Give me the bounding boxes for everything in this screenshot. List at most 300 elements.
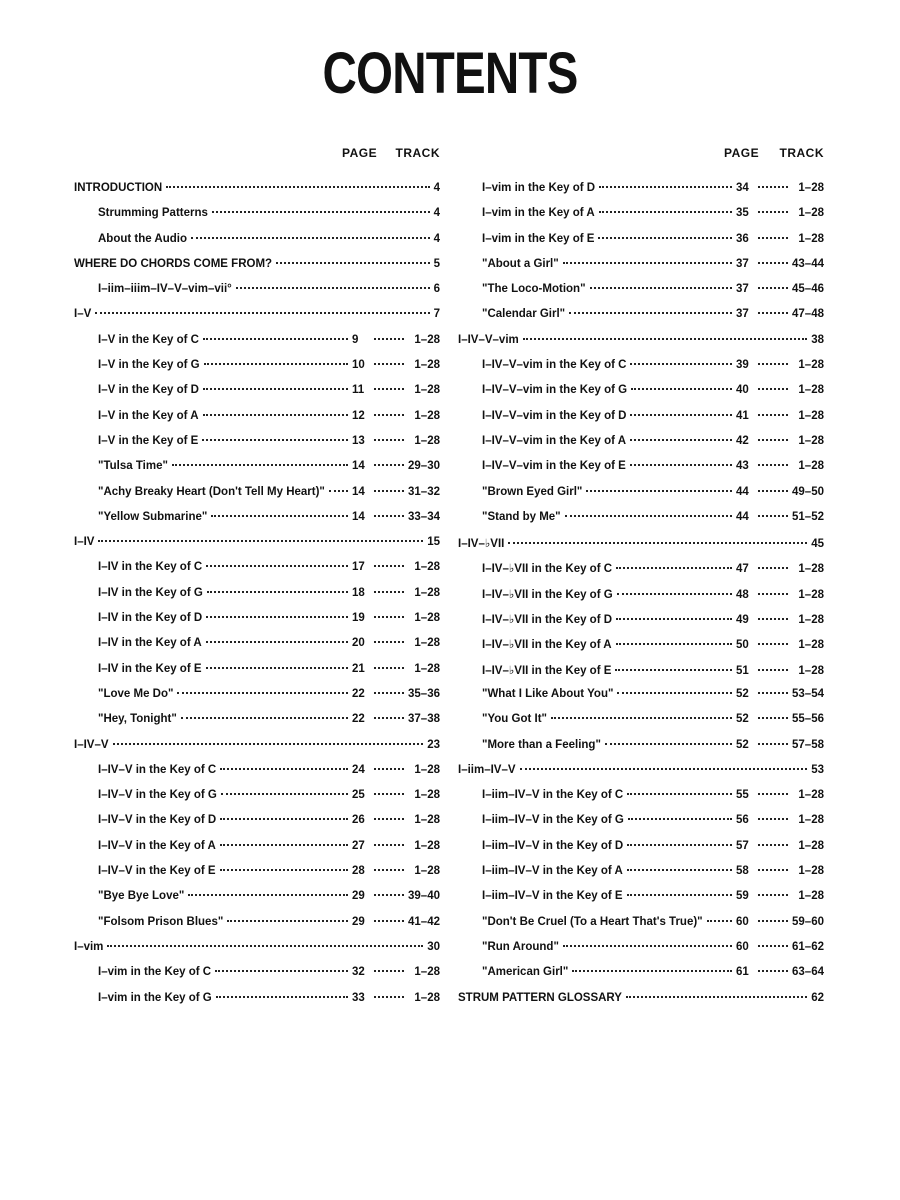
toc-entry[interactable] bbox=[458, 739, 824, 764]
toc-entry-track: 1–28 bbox=[798, 384, 824, 397]
toc-entry-page: 47 bbox=[736, 563, 749, 576]
toc-entry[interactable] bbox=[458, 207, 824, 232]
toc-entry-title: I–iim–IV–V in the Key of A bbox=[482, 865, 623, 878]
toc-entry-track: 1–28 bbox=[798, 588, 824, 601]
toc-entry-page: 20 bbox=[352, 637, 365, 650]
toc-entry[interactable] bbox=[458, 435, 824, 460]
column-header bbox=[74, 140, 440, 162]
toc-entry[interactable] bbox=[74, 814, 440, 839]
toc-entry-title: INTRODUCTION bbox=[74, 182, 163, 194]
toc-entry-track: 1–28 bbox=[798, 814, 824, 827]
dot-leader bbox=[374, 894, 404, 896]
toc-entry-track: 1–28 bbox=[798, 839, 824, 852]
toc-entry-page: 55 bbox=[736, 789, 749, 802]
dot-leader bbox=[758, 669, 788, 671]
toc-entry-title: "Stand by Me" bbox=[482, 510, 561, 523]
toc-entry-title: I–vim in the Key of D bbox=[482, 182, 596, 194]
dot-leader bbox=[98, 540, 423, 542]
toc-entry-track: 1–28 bbox=[798, 563, 824, 576]
toc-entry[interactable] bbox=[74, 511, 440, 536]
toc-entry[interactable] bbox=[74, 258, 440, 283]
toc-entry[interactable] bbox=[74, 890, 440, 915]
toc-entry-title: "Don't Be Cruel (To a Heart That's True)" bbox=[482, 915, 703, 928]
toc-entry-page: 32 bbox=[352, 966, 365, 979]
toc-entry[interactable] bbox=[458, 789, 824, 814]
dot-leader bbox=[236, 287, 430, 289]
dot-leader bbox=[586, 490, 732, 492]
dot-leader bbox=[758, 414, 788, 416]
toc-entry[interactable] bbox=[458, 511, 824, 536]
toc-entry-track: 37–38 bbox=[408, 713, 440, 726]
toc-entry-page: 4 bbox=[433, 207, 440, 220]
column-header bbox=[458, 140, 824, 162]
toc-entry-title: WHERE DO CHORDS COME FROM? bbox=[74, 257, 273, 270]
dot-leader bbox=[617, 593, 732, 595]
dot-leader bbox=[211, 515, 348, 517]
toc-entry-title: I–IV in the Key of D bbox=[98, 612, 203, 625]
toc-entry-page: 6 bbox=[433, 283, 440, 296]
dot-leader bbox=[758, 717, 788, 719]
toc-entry[interactable] bbox=[74, 561, 440, 586]
toc-entry[interactable] bbox=[458, 663, 824, 688]
toc-entry[interactable] bbox=[458, 460, 824, 485]
dot-leader bbox=[374, 515, 404, 517]
toc-entry-title: I–IV in the Key of A bbox=[98, 637, 202, 650]
toc-entry-track: 1–28 bbox=[414, 586, 440, 599]
toc-entry[interactable] bbox=[74, 663, 440, 688]
dot-leader bbox=[758, 945, 788, 947]
toc-entry-page: 48 bbox=[736, 588, 749, 601]
toc-entry[interactable] bbox=[74, 865, 440, 890]
toc-entry[interactable] bbox=[74, 359, 440, 384]
dot-leader bbox=[630, 439, 732, 441]
toc-entry-page: 43 bbox=[736, 460, 749, 473]
toc-entry[interactable] bbox=[458, 992, 824, 1017]
dot-leader bbox=[616, 567, 732, 569]
toc-entry-title: "Calendar Girl" bbox=[482, 308, 566, 321]
toc-entry[interactable] bbox=[458, 334, 824, 359]
toc-entry-page: 52 bbox=[736, 687, 749, 700]
dot-leader bbox=[758, 844, 788, 846]
toc-entry-page: 38 bbox=[811, 333, 824, 346]
dot-leader bbox=[206, 565, 348, 567]
dot-leader bbox=[191, 237, 430, 239]
toc-entry-title: "What I Like About You" bbox=[482, 687, 614, 700]
toc-entry-page: 22 bbox=[352, 687, 365, 700]
dot-leader bbox=[374, 818, 404, 820]
toc-entry-track: 1–28 bbox=[414, 359, 440, 372]
dot-leader bbox=[758, 237, 788, 239]
toc-entry[interactable] bbox=[74, 334, 440, 359]
toc-entry[interactable] bbox=[74, 435, 440, 460]
toc-entry-track: 47–48 bbox=[792, 308, 824, 321]
toc-entry[interactable] bbox=[74, 789, 440, 814]
toc-entry-page: 12 bbox=[352, 409, 365, 422]
toc-entry[interactable] bbox=[74, 764, 440, 789]
toc-entry-track: 1–28 bbox=[414, 434, 440, 447]
toc-entry-title: STRUM PATTERN GLOSSARY bbox=[458, 991, 622, 1004]
toc-entry[interactable] bbox=[74, 916, 440, 941]
dot-leader bbox=[374, 692, 404, 694]
toc-entry-track: 49–50 bbox=[792, 485, 824, 498]
toc-entry-title: I–IV–V in the Key of G bbox=[98, 789, 217, 802]
toc-entry[interactable] bbox=[74, 612, 440, 637]
toc-entry[interactable] bbox=[458, 384, 824, 409]
toc-entry[interactable] bbox=[74, 637, 440, 662]
toc-entry-title: I–IV–♭VII in the Key of G bbox=[482, 588, 613, 601]
toc-entry-page: 42 bbox=[736, 434, 749, 447]
dot-leader bbox=[276, 262, 430, 264]
toc-entry[interactable] bbox=[458, 359, 824, 384]
toc-entry-title: I–iim–IV–V in the Key of E bbox=[482, 890, 623, 903]
toc-entry[interactable] bbox=[74, 182, 440, 207]
dot-leader bbox=[628, 818, 732, 820]
toc-entry-page: 26 bbox=[352, 814, 365, 827]
toc-entry-title: I–IV in the Key of E bbox=[98, 662, 202, 675]
toc-entry[interactable] bbox=[458, 764, 824, 789]
toc-entry-title: I–V in the Key of C bbox=[98, 333, 199, 346]
dot-leader bbox=[590, 287, 732, 289]
toc-entry-title: I–IV–V–vim in the Key of A bbox=[482, 434, 627, 447]
toc-entry-track: 1–28 bbox=[798, 460, 824, 473]
toc-entry-track: 1–28 bbox=[414, 612, 440, 625]
toc-entry-track: 1–28 bbox=[414, 763, 440, 776]
toc-entry-track: 1–28 bbox=[414, 966, 440, 979]
dot-leader bbox=[206, 667, 348, 669]
toc-entry-track: 39–40 bbox=[408, 890, 440, 903]
toc-entry[interactable] bbox=[74, 384, 440, 409]
toc-entry-page: 40 bbox=[736, 384, 749, 397]
toc-entry-title: I–IV–♭VII bbox=[458, 538, 505, 551]
dot-leader bbox=[204, 363, 348, 365]
toc-entry[interactable] bbox=[458, 637, 824, 662]
dot-leader bbox=[374, 844, 404, 846]
toc-entry[interactable] bbox=[74, 283, 440, 308]
toc-entry[interactable] bbox=[74, 688, 440, 713]
dot-leader bbox=[569, 312, 732, 314]
dot-leader bbox=[95, 312, 429, 314]
toc-entry-page: 57 bbox=[736, 839, 749, 852]
dot-leader bbox=[758, 692, 788, 694]
dot-leader bbox=[707, 920, 732, 922]
toc-entry-track: 61–62 bbox=[792, 940, 824, 953]
toc-entry[interactable] bbox=[74, 308, 440, 333]
toc-entry-track: 1–28 bbox=[798, 639, 824, 652]
dot-leader bbox=[188, 894, 348, 896]
toc-entry-title: I–IV–♭VII in the Key of D bbox=[482, 614, 613, 627]
toc-entry-track: 1–28 bbox=[414, 789, 440, 802]
toc-entry-title: I–vim bbox=[74, 940, 104, 953]
toc-entry-page: 34 bbox=[736, 182, 749, 194]
dot-leader bbox=[202, 439, 348, 441]
toc-entry-track: 1–28 bbox=[798, 865, 824, 878]
dot-leader bbox=[220, 844, 348, 846]
toc-entry-track: 1–28 bbox=[798, 789, 824, 802]
dot-leader bbox=[203, 338, 348, 340]
toc-entry[interactable] bbox=[458, 182, 824, 207]
toc-entry-title: I–vim in the Key of A bbox=[482, 207, 595, 220]
toc-entry-page: 7 bbox=[433, 308, 440, 321]
toc-entry-track: 55–56 bbox=[792, 713, 824, 726]
toc-entry-page: 61 bbox=[736, 966, 749, 979]
toc-entry[interactable] bbox=[458, 410, 824, 435]
toc-entry-page: 62 bbox=[811, 991, 824, 1004]
toc-entry-track: 1–28 bbox=[414, 333, 440, 346]
toc-entry-page: 25 bbox=[352, 789, 365, 802]
toc-entry[interactable] bbox=[74, 739, 440, 764]
dot-leader bbox=[758, 818, 788, 820]
toc-entry-page: 14 bbox=[352, 510, 365, 523]
dot-leader bbox=[215, 970, 348, 972]
toc-entry[interactable] bbox=[458, 486, 824, 511]
dot-leader bbox=[599, 186, 732, 188]
toc-entry-page: 52 bbox=[736, 713, 749, 726]
dot-leader bbox=[758, 515, 788, 517]
toc-entry-page: 60 bbox=[736, 940, 749, 953]
toc-entry[interactable] bbox=[458, 865, 824, 890]
toc-entry[interactable] bbox=[458, 283, 824, 308]
toc-entry-page: 49 bbox=[736, 614, 749, 627]
dot-leader bbox=[523, 338, 807, 340]
toc-entry-title: I–IV–V in the Key of D bbox=[98, 814, 217, 827]
dot-leader bbox=[627, 894, 732, 896]
toc-entry-title: I–IV–♭VII in the Key of A bbox=[482, 639, 612, 652]
toc-entry-title: "You Got It" bbox=[482, 713, 547, 726]
toc-entry[interactable] bbox=[458, 688, 824, 713]
dot-leader bbox=[374, 717, 404, 719]
dot-leader bbox=[374, 490, 404, 492]
toc-entry-page: 22 bbox=[352, 713, 365, 726]
toc-entry-page: 29 bbox=[352, 915, 365, 928]
dot-leader bbox=[212, 211, 430, 213]
dot-leader bbox=[374, 388, 404, 390]
toc-entry-page: 18 bbox=[352, 586, 365, 599]
toc-entry[interactable] bbox=[458, 890, 824, 915]
dot-leader bbox=[758, 186, 788, 188]
toc-entry-track: 1–28 bbox=[798, 182, 824, 194]
toc-entry-track: 1–28 bbox=[414, 839, 440, 852]
dot-leader bbox=[758, 743, 788, 745]
dot-leader bbox=[374, 869, 404, 871]
toc-entry-track: 1–28 bbox=[414, 561, 440, 574]
toc-entry[interactable] bbox=[74, 207, 440, 232]
toc-entry-title: "About a Girl" bbox=[482, 257, 559, 270]
dot-leader bbox=[206, 641, 348, 643]
toc-entry-title: "Love Me Do" bbox=[98, 687, 174, 700]
dot-leader bbox=[758, 793, 788, 795]
dot-leader bbox=[220, 768, 348, 770]
dot-leader bbox=[615, 669, 732, 671]
dot-leader bbox=[374, 920, 404, 922]
dot-leader bbox=[758, 894, 788, 896]
toc-entry[interactable] bbox=[458, 612, 824, 637]
toc-entry-title: I–vim in the Key of G bbox=[98, 991, 212, 1004]
toc-entry-track: 1–28 bbox=[798, 232, 824, 245]
toc-entry[interactable] bbox=[458, 840, 824, 865]
dot-leader bbox=[374, 439, 404, 441]
toc-entry-page: 11 bbox=[352, 384, 365, 397]
toc-entry-track: 1–28 bbox=[414, 409, 440, 422]
toc-entry-page: 33 bbox=[352, 991, 365, 1004]
toc-entry-page: 50 bbox=[736, 639, 749, 652]
dot-leader bbox=[374, 793, 404, 795]
dot-leader bbox=[520, 768, 808, 770]
toc-entry-title: "Achy Breaky Heart (Don't Tell My Heart)" bbox=[98, 485, 325, 498]
toc-entry-track: 1–28 bbox=[414, 991, 440, 1004]
dot-leader bbox=[374, 464, 404, 466]
dot-leader bbox=[616, 618, 732, 620]
toc-entry-page: 10 bbox=[352, 359, 365, 372]
toc-entry-page: 15 bbox=[427, 536, 440, 549]
dot-leader bbox=[758, 970, 788, 972]
dot-leader bbox=[113, 743, 424, 745]
toc-entry-title: "Bye Bye Love" bbox=[98, 890, 185, 903]
dot-leader bbox=[374, 363, 404, 365]
toc-entry[interactable] bbox=[458, 308, 824, 333]
toc-entry-title: I–iim–IV–V in the Key of G bbox=[482, 814, 624, 827]
toc-entry[interactable] bbox=[74, 587, 440, 612]
dot-leader bbox=[227, 920, 348, 922]
toc-entry-title: "The Loco-Motion" bbox=[482, 283, 586, 296]
toc-entry-track: 63–64 bbox=[792, 966, 824, 979]
dot-leader bbox=[374, 565, 404, 567]
toc-entry[interactable] bbox=[458, 941, 824, 966]
dot-leader bbox=[177, 692, 348, 694]
toc-entry-page: 45 bbox=[811, 538, 824, 551]
toc-entry[interactable] bbox=[74, 966, 440, 991]
dot-leader bbox=[627, 869, 732, 871]
toc-entry[interactable] bbox=[458, 536, 824, 561]
toc-column-left bbox=[74, 140, 440, 1017]
toc-entry-track: 1–28 bbox=[798, 664, 824, 677]
toc-entry-page: 27 bbox=[352, 839, 365, 852]
toc-entry-title: I–V bbox=[74, 308, 92, 321]
toc-entry[interactable] bbox=[74, 486, 440, 511]
toc-entry-page: 41 bbox=[736, 409, 749, 422]
toc-entry[interactable] bbox=[74, 941, 440, 966]
toc-entry-track: 53–54 bbox=[792, 687, 824, 700]
toc-entry[interactable] bbox=[74, 233, 440, 258]
toc-entry-title: I–IV–V–vim in the Key of G bbox=[482, 384, 628, 397]
dot-leader bbox=[758, 211, 788, 213]
dot-leader bbox=[563, 945, 732, 947]
toc-entry-track: 43–44 bbox=[792, 257, 824, 270]
dot-leader bbox=[758, 388, 788, 390]
toc-entry-track: 45–46 bbox=[792, 283, 824, 296]
dot-leader bbox=[599, 211, 732, 213]
dot-leader bbox=[616, 643, 732, 645]
toc-entry-page: 30 bbox=[427, 940, 440, 953]
dot-leader bbox=[630, 363, 732, 365]
toc-entry[interactable] bbox=[458, 713, 824, 738]
dot-leader bbox=[617, 692, 732, 694]
dot-leader bbox=[631, 388, 732, 390]
page-header: PAGE bbox=[342, 146, 378, 160]
toc-entry-title: "Yellow Submarine" bbox=[98, 510, 208, 523]
page-header: PAGE bbox=[724, 146, 760, 160]
dot-leader bbox=[758, 643, 788, 645]
dot-leader bbox=[758, 618, 788, 620]
toc-entry-title: I–IV–V–vim bbox=[458, 333, 519, 346]
dot-leader bbox=[206, 616, 348, 618]
toc-entry[interactable] bbox=[458, 966, 824, 991]
dot-leader bbox=[374, 996, 404, 998]
toc-entry-title: "Brown Eyed Girl" bbox=[482, 485, 583, 498]
toc-entry-track: 57–58 bbox=[792, 738, 824, 751]
dot-leader bbox=[758, 363, 788, 365]
dot-leader bbox=[758, 567, 788, 569]
toc-entry[interactable] bbox=[458, 233, 824, 258]
toc-entry[interactable] bbox=[74, 840, 440, 865]
toc-entry[interactable] bbox=[74, 410, 440, 435]
dot-leader bbox=[181, 717, 348, 719]
toc-entry-track: 41–42 bbox=[408, 915, 440, 928]
toc-entry-title: I–IV–V in the Key of C bbox=[98, 763, 217, 776]
toc-entry-page: 9 bbox=[352, 333, 359, 346]
toc-entry-title: I–IV–V–vim in the Key of C bbox=[482, 359, 627, 372]
toc-entry[interactable] bbox=[74, 992, 440, 1017]
toc-entry[interactable] bbox=[458, 587, 824, 612]
toc-entry-track: 1–28 bbox=[798, 890, 824, 903]
dot-leader bbox=[758, 920, 788, 922]
toc-entry[interactable] bbox=[458, 258, 824, 283]
toc-entry-page: 19 bbox=[352, 612, 365, 625]
dot-leader bbox=[374, 768, 404, 770]
toc-entry-page: 39 bbox=[736, 359, 749, 372]
toc-entry-title: I–IV–V bbox=[74, 738, 109, 751]
toc-entry-track: 1–28 bbox=[414, 814, 440, 827]
toc-entry-page: 56 bbox=[736, 814, 749, 827]
toc-entry[interactable] bbox=[74, 536, 440, 561]
toc-entry[interactable] bbox=[74, 460, 440, 485]
toc-entry[interactable] bbox=[458, 814, 824, 839]
dot-leader bbox=[758, 287, 788, 289]
toc-entry-title: I–V in the Key of A bbox=[98, 409, 199, 422]
toc-entry-page: 14 bbox=[352, 485, 365, 498]
page-title: CONTENTS bbox=[322, 41, 578, 106]
dot-leader bbox=[758, 464, 788, 466]
toc-entry-title: I–iim–IV–V bbox=[458, 763, 516, 776]
toc-entry-page: 4 bbox=[433, 182, 440, 194]
dot-leader bbox=[563, 262, 732, 264]
toc-entry-title: I–IV–V in the Key of A bbox=[98, 839, 216, 852]
toc-entry-title: I–IV in the Key of G bbox=[98, 586, 203, 599]
toc-entry-page: 29 bbox=[352, 890, 365, 903]
toc-entry-title: About the Audio bbox=[98, 232, 187, 245]
toc-entry-title: I–V in the Key of G bbox=[98, 359, 200, 372]
toc-entry-track: 35–36 bbox=[408, 687, 440, 700]
dot-leader bbox=[216, 996, 348, 998]
toc-entry-page: 37 bbox=[736, 308, 749, 321]
toc-entry-page: 21 bbox=[352, 662, 365, 675]
toc-entry[interactable] bbox=[458, 561, 824, 586]
toc-entry[interactable] bbox=[74, 713, 440, 738]
dot-leader bbox=[758, 869, 788, 871]
toc-entry-title: "More than a Feeling" bbox=[482, 738, 601, 751]
toc-entry-page: 58 bbox=[736, 865, 749, 878]
dot-leader bbox=[626, 996, 807, 998]
toc-entry-page: 51 bbox=[736, 664, 749, 677]
toc-entry-page: 4 bbox=[433, 232, 440, 245]
toc-column-right bbox=[458, 140, 824, 1017]
toc-entry-page: 44 bbox=[736, 510, 749, 523]
toc-entry-title: I–V in the Key of D bbox=[98, 384, 199, 397]
toc-entry-page: 23 bbox=[427, 738, 440, 751]
toc-entry-track: 1–28 bbox=[414, 865, 440, 878]
toc-entry-title: "American Girl" bbox=[482, 966, 569, 979]
toc-entry[interactable] bbox=[458, 916, 824, 941]
toc-entry-track: 29–30 bbox=[408, 460, 440, 473]
